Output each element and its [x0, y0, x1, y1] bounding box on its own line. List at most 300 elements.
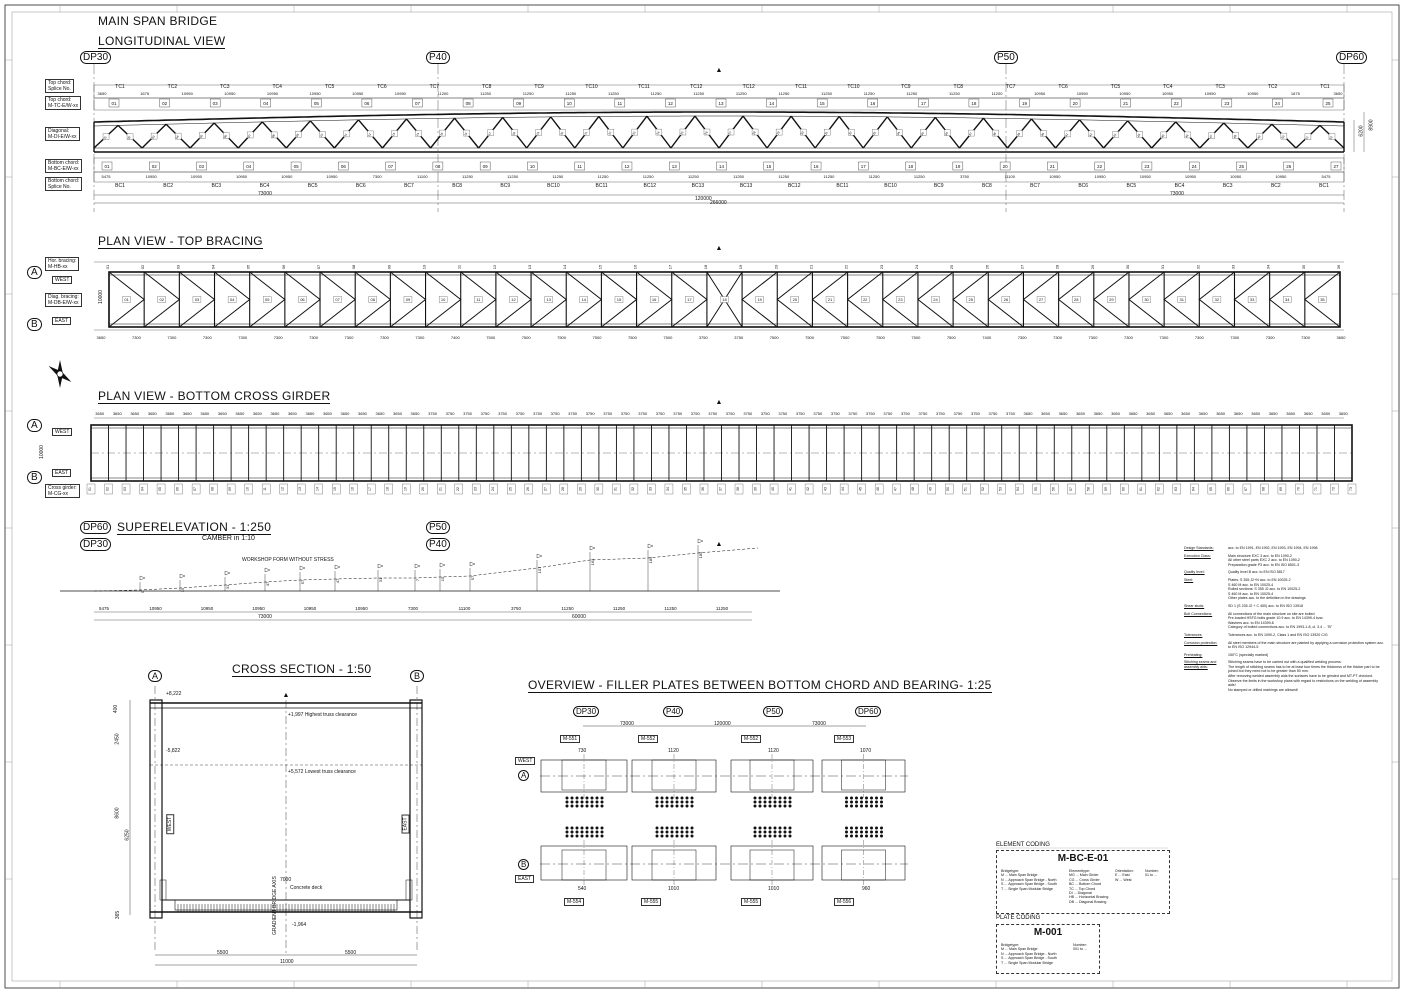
bolt-hole [875, 797, 877, 799]
half-width-right: 5500 [345, 950, 357, 956]
cross-girder-dimension: 3750 [1006, 411, 1015, 416]
note-value: All connections of the main structure on site are bolted Pre-loaded HSFG bolts grade 10.9 acc. to EN 14399-4 bzw. Washers acc. to EN 14399-6 Category of bolted connections acc. to EN 1993-1-8, cl. 3.4 ... "B" [1228, 611, 1333, 630]
top-chord-element-number: 22 [1173, 101, 1179, 106]
bolt-hole [875, 831, 877, 833]
cross-girder-number: 01 [88, 487, 92, 491]
cross-girder-number: 30 [595, 487, 600, 491]
bottom-chord-section-label: BC6 [1078, 183, 1089, 189]
hor-bracing-number: 10 [421, 264, 427, 270]
diagonal-number: 06 [222, 134, 228, 139]
bolt-hole [581, 797, 583, 799]
cross-girder-number: 32 [630, 487, 635, 491]
flag-icon [378, 564, 383, 568]
hor-bracing-number: 34 [1265, 264, 1271, 270]
bolt-hole [870, 835, 872, 837]
bolt-hole [845, 801, 847, 803]
note-row [1184, 641, 1384, 650]
label-west-bottom: WEST [52, 428, 72, 436]
bottom-chord-element-number: 25 [1238, 164, 1244, 169]
bottom-chord-section-label: BC5 [1126, 183, 1137, 189]
bolt-hole [596, 835, 598, 837]
bottom-chord-section-label: BC9 [500, 183, 511, 189]
bolt-hole [686, 797, 688, 799]
hor-bracing-number: 02 [140, 264, 146, 270]
bolt-hole [586, 805, 588, 807]
bolt-hole [759, 801, 761, 803]
top-chord-dimension: 10950 [1204, 91, 1216, 96]
cross-girder-dimension: 3750 [988, 411, 998, 416]
label-cross-girder: Cross girder: M-CG-xx [45, 484, 80, 498]
camber-value: 15 [440, 576, 445, 582]
hor-bracing-number: 03 [175, 264, 181, 270]
camber-value: 185 [698, 551, 703, 559]
cross-girder-dimension: 3650 [1076, 411, 1085, 416]
bottom-chord-element-number: 11 [577, 164, 583, 169]
top-chord-dimension: 11250 [522, 91, 534, 96]
top-bracing-dimension: 7300 [1088, 335, 1098, 340]
bolt-hole [769, 835, 771, 837]
bottom-chord-dimension: 11100 [417, 174, 428, 179]
hor-bracing-number: 26 [984, 264, 990, 270]
cross-girder-number: 17 [368, 487, 373, 491]
bolt-hole [576, 835, 578, 837]
bolt-hole [601, 805, 603, 807]
bolt-hole [779, 827, 781, 829]
hor-bracing-number: 24 [913, 264, 919, 270]
cross-girder-dimension: 3750 [498, 411, 508, 416]
cross-girder-dimension: 3750 [848, 411, 858, 416]
bolt-hole [686, 831, 688, 833]
cross-girder-number: 20 [420, 487, 425, 491]
top-chord-element-number: 20 [1072, 101, 1078, 106]
filler-tag-m555a: M-555 [641, 898, 661, 906]
top-chord-dimension: 10950 [1119, 91, 1131, 96]
bolt-hole [686, 827, 688, 829]
cross-girder-number: 37 [718, 487, 723, 491]
superelev-span-1: 73000 [258, 614, 272, 620]
cross-girder-number: 34 [665, 487, 670, 491]
diagonal-number: 44 [1136, 132, 1142, 138]
top-chord-section-label: TC7 [429, 84, 440, 90]
cross-girder-number: 08 [210, 487, 215, 491]
bolt-hole [865, 805, 867, 807]
superelevation-dimension: 10950 [355, 606, 368, 611]
top-chord-section-label: TC2 [1267, 84, 1278, 90]
diagonal-number: 32 [847, 130, 853, 136]
bolt-hole [754, 801, 756, 803]
bolt-hole [870, 805, 872, 807]
bolt-hole [880, 805, 882, 807]
top-chord-section-label: TC8 [953, 84, 963, 90]
cross-girder-dimension: 3750 [515, 411, 525, 416]
top-chord-section-label: TC7 [1005, 84, 1016, 90]
cross-girder-number: 50 [946, 487, 951, 491]
top-chord-section-label: TC12 [742, 84, 755, 90]
bottom-chord-element-number: 01 [104, 164, 110, 169]
bolt-hole [850, 827, 852, 829]
camber-value: 7 [415, 578, 420, 582]
bottom-chord-element-number: 02 [151, 164, 157, 169]
plan-bottom-title: PLAN VIEW - BOTTOM CROSS GIRDER [98, 389, 331, 403]
filler-tag-m553: M-553 [834, 735, 854, 743]
bolt-hole [591, 831, 593, 833]
cross-girder-dimension: 3650 [1093, 411, 1103, 416]
bolt-hole [860, 797, 862, 799]
label-hor-bracing: Hor. bracing: M-HB-xx [45, 257, 79, 271]
filler-dim-t4: 1070 [860, 748, 872, 754]
bolt-hole [784, 805, 786, 807]
filler-tag-m554: M-554 [564, 898, 584, 906]
bolt-hole [571, 797, 573, 799]
top-chord-section-label: TC11 [795, 84, 808, 90]
cross-girder-number: 46 [876, 487, 881, 491]
cross-girder-number: 03 [123, 487, 128, 491]
cross-girder-dimension: 3650 [410, 411, 420, 416]
bolt-hole [774, 797, 776, 799]
bolt-hole [875, 801, 877, 803]
hor-bracing-number: 06 [280, 264, 286, 270]
top-chord-element-number: 06 [364, 101, 370, 106]
bottom-chord-dimension: 11250 [733, 174, 745, 179]
cross-girder-dimension: 3750 [760, 411, 770, 416]
north-arrow-icon [47, 360, 73, 388]
bolt-hole [691, 831, 693, 833]
bolt-hole [774, 831, 776, 833]
north-marker-icon: ▲ [715, 245, 723, 252]
bottom-chord-element-number: 13 [671, 164, 677, 169]
bottom-chord-section-label: BC5 [307, 183, 318, 189]
cross-dim-1: 400 [113, 704, 120, 714]
cross-girder-dimension: 3650 [393, 411, 402, 416]
diagonal-number: 16 [463, 131, 469, 137]
note-key: Stitching seams and assembly aids: [1184, 660, 1217, 669]
top-bracing-dimension: 7500 [486, 335, 496, 340]
bolt-hole [576, 831, 578, 833]
cross-girder-dimension: 3650 [1268, 411, 1278, 416]
superelevation-dimension: 3750 [510, 606, 522, 611]
label-east-top: EAST [52, 317, 71, 325]
bolt-hole [754, 835, 756, 837]
bottom-chord-dimension: 10950 [1184, 174, 1197, 179]
cross-girder-number: 66 [1226, 487, 1231, 491]
plate-code: M-001 [1033, 927, 1063, 938]
cross-girder-number: 33 [648, 487, 653, 491]
plate-coding-heading: PLATE CODING [996, 915, 1041, 921]
bolt-hole [845, 827, 847, 829]
superelevation-dimension: 10950 [252, 606, 265, 611]
bolt-hole [764, 827, 766, 829]
hor-bracing-number: 13 [527, 264, 533, 270]
cross-girder-dimension: 3750 [463, 411, 473, 416]
top-chord-dimension: 10950 [181, 91, 193, 96]
cross-girder-dimension: 3750 [533, 411, 543, 416]
cross-girder-number: 67 [1243, 487, 1248, 491]
bottom-chord-section-label: BC13 [739, 183, 753, 189]
dim-depth-2: 8900 [1368, 119, 1375, 131]
cross-girder-dimension: 3650 [1251, 411, 1261, 416]
superelev-span-2: 60000 [572, 614, 586, 620]
bolt-hole [566, 827, 568, 829]
bolt-hole [586, 827, 588, 829]
bolt-hole [870, 827, 872, 829]
bolt-hole [779, 801, 781, 803]
diagonal-number: 50 [1280, 134, 1286, 140]
deck-label: Concrete deck [290, 885, 323, 891]
top-chord-section-label: TC6 [377, 84, 387, 90]
longitudinal-view [94, 64, 1364, 212]
longitudinal-view-title: LONGITUDINAL VIEW [98, 34, 226, 48]
camber-value: 47 [265, 581, 270, 587]
superelevation-dimension: 11100 [458, 606, 471, 611]
bolt-hole [880, 827, 882, 829]
bolt-hole [850, 805, 852, 807]
note-key: Design Standards: [1184, 546, 1214, 550]
cross-girder-number: 39 [753, 487, 758, 491]
cross-girder-dimension: 3750 [603, 411, 613, 416]
note-value: Tolerances acc. to EN 1090-2, Class 1 and EN ISO 13920 C/G [1228, 632, 1328, 637]
bottom-chord-dimension: 10950 [1275, 174, 1287, 179]
top-chord-section-label: TC5 [324, 84, 335, 90]
bottom-chord-element-number: 15 [766, 164, 772, 169]
cross-girder-dimension: 3650 [1041, 411, 1050, 416]
cross-axis-b: B [410, 670, 424, 682]
bottom-chord-element-number: 10 [529, 164, 535, 169]
bottom-chord-element-number: 05 [293, 164, 299, 169]
cross-girder-dimension: 3650 [287, 411, 297, 416]
bolt-hole [601, 801, 603, 803]
bolt-hole [880, 835, 882, 837]
cross-girder-dimension: 3750 [795, 411, 805, 416]
superelev-tag-dp60: DP60 [80, 521, 111, 534]
filler-span-1: 73000 [620, 721, 634, 727]
superelevation-dimension: 7300 [407, 606, 419, 611]
label-east-bottom: EAST [52, 469, 71, 477]
hor-bracing-number: 11 [456, 264, 462, 270]
diagonal-number: 35 [919, 131, 926, 137]
cross-girder-number: 52 [981, 487, 986, 491]
bolt-hole [855, 831, 857, 833]
diag-bracing-number: 31 [1179, 297, 1184, 302]
bolt-hole [581, 835, 583, 837]
bottom-chord-element-number: 04 [246, 164, 252, 169]
top-chord-element-number: 10 [566, 101, 572, 106]
note-row [1184, 633, 1384, 638]
bolt-hole [661, 835, 663, 837]
top-bracing-dimension: 7300 [1017, 335, 1027, 340]
top-chord-section-label: TC6 [1058, 84, 1068, 90]
diag-bracing-number: 35 [1320, 297, 1325, 302]
bottom-chord-dimension: 11250 [778, 174, 790, 179]
cross-girder-number: 69 [1278, 487, 1283, 491]
hor-bracing-number: 28 [1054, 264, 1060, 270]
camber-value: 163 [590, 558, 595, 566]
bottom-chord-section-label: BC1 [1319, 183, 1329, 189]
bottom-chord-element-number: 26 [1286, 164, 1292, 169]
superelevation-dimension: 11250 [664, 606, 677, 611]
note-key: Execution Class: [1184, 553, 1211, 558]
diagonal-number: 39 [1016, 132, 1022, 137]
cross-girder-number: 55 [1033, 487, 1038, 491]
bolt-hole [764, 797, 766, 799]
hor-bracing-number: 20 [773, 264, 779, 270]
cross-section-title: CROSS SECTION - 1:50 [232, 662, 372, 676]
filler-tag-m555b: M-555 [741, 898, 761, 906]
top-bracing-dimension: 7500 [840, 335, 850, 340]
cross-girder-dimension: 3650 [270, 411, 280, 416]
cross-girder-dimension: 3750 [550, 411, 560, 416]
label-bottom-splice: Bottom chord: Splice No. [45, 177, 82, 191]
bolt-hole [576, 827, 578, 829]
diag-bracing-number: 25 [968, 297, 973, 302]
bottom-chord-element-number: 12 [624, 164, 630, 169]
bottom-chord-dimension: 3750 [960, 174, 969, 179]
cross-girder-dimension: 3650 [165, 411, 175, 416]
bolt-hole [576, 801, 578, 803]
note-value: Stitching seams have to be carried out with a qualified welding process. The length of stitching seams has to be at least four times the thickness of the thicker part to be joined but they need not to be greater than 50 mm. After removing welded assembly aids the surfaces have to be grinded and MT-PT checked. Observe the limits in the workshop plans with regard to restrictions on the welding of assembly aids! No stamped or drilled markings are allowed! [1228, 660, 1380, 692]
cross-girder-dimension: 3750 [690, 411, 700, 416]
label-diag-bracing: Diag. bracing: M-DB-E/W-xx [45, 293, 82, 307]
bolt-hole [686, 805, 688, 807]
bottom-chord-element-number: 16 [813, 164, 819, 169]
top-chord-section-label: TC1 [115, 84, 125, 90]
diagonal-number: 40 [1040, 132, 1046, 137]
bolt-hole [769, 831, 771, 833]
flag-icon [265, 568, 270, 572]
cross-girder-number: 38 [736, 487, 741, 491]
bolt-hole [576, 797, 578, 799]
top-bracing-dimension: 7500 [663, 335, 673, 340]
bolt-hole [656, 827, 658, 829]
bottom-chord-element-number: 22 [1097, 164, 1103, 169]
diagonal-number: 15 [439, 131, 445, 137]
bolt-hole [865, 827, 867, 829]
hor-bracing-number: 21 [808, 264, 814, 270]
diagonal-number: 21 [583, 130, 589, 136]
diagonal-number: 01 [102, 135, 108, 141]
hor-bracing-number: 14 [562, 264, 568, 270]
label-top-splice: Top chord: Splice No. [45, 79, 74, 93]
bolt-hole [591, 797, 593, 799]
camber-curve [94, 548, 758, 594]
cross-girder-number: 31 [613, 487, 618, 491]
bottom-chord-dimension: 10950 [281, 174, 293, 179]
cross-girder-dimension: 3650 [217, 411, 227, 416]
note-value: Main structure EXC 3 acc. to EN 1090-2 All other steel parts EXC 2 acc. to EN 1090-2 Preparation grade P3 acc. to EN ISO 8501-3 [1228, 553, 1300, 567]
bolt-hole [789, 827, 791, 829]
top-chord-element-number: 08 [465, 101, 471, 106]
label-top-chord: Top chord: M-TC-E/W-xx [45, 96, 81, 110]
top-chord-dimension: 11250 [778, 91, 790, 96]
bolt-hole [656, 835, 658, 837]
diagonal-number: 02 [126, 135, 132, 141]
cross-girder-number: 25 [508, 487, 513, 491]
bolt-hole [769, 827, 771, 829]
camber-value: 31 [378, 577, 383, 583]
bottom-chord-element-number: 09 [482, 164, 488, 169]
bolt-hole [671, 827, 673, 829]
filler-tag-m556: M-556 [834, 898, 854, 906]
axis-tag-b-bottom: B [27, 471, 42, 484]
plate-coding-number: Number: 001 to ... [1073, 943, 1087, 952]
cross-girder-number: 11 [263, 487, 268, 491]
diag-bracing-number: 05 [265, 297, 270, 302]
hor-bracing-number: 18 [702, 264, 708, 270]
top-chord-element-number: 15 [819, 101, 825, 106]
bottom-chord-dimension: 11250 [913, 174, 925, 179]
workshop-form-label: WORKSHOP FORM WITHOUT STRESS [242, 557, 334, 563]
cross-girder-dimension: 3750 [445, 411, 455, 416]
top-bracing-dimension: 7300 [273, 335, 283, 340]
top-chord-element-number: 03 [212, 101, 218, 106]
deck-width: 7000 [280, 877, 292, 883]
bolt-hole [865, 801, 867, 803]
cross-girder-dimension: 3750 [708, 411, 718, 416]
cross-girder-dimension: 3750 [638, 411, 648, 416]
note-value: 150°C (specially marked) [1228, 652, 1269, 657]
note-key: Bolt Connections: [1184, 611, 1213, 616]
bottom-chord-section-label: BC9 [933, 183, 944, 189]
flag-icon [300, 566, 305, 570]
cross-girder-dimension: 3650 [1338, 411, 1348, 416]
bottom-chord-dimension: 10950 [235, 174, 248, 179]
cross-girder-dimension: 3650 [1286, 411, 1296, 416]
hor-bracing-number: 01 [105, 264, 110, 270]
bolt-hole [591, 835, 593, 837]
top-chord-dimension: 1675 [140, 91, 150, 96]
top-bracing-dimension: 7300 [167, 335, 177, 340]
diagonal-number: 34 [895, 130, 901, 136]
cross-girder-dimension: 3650 [305, 411, 315, 416]
top-chord-element-number: 09 [516, 101, 522, 106]
bolt-hole [661, 827, 663, 829]
superelevation-view [60, 539, 780, 620]
diag-bracing-number: 26 [1003, 297, 1009, 302]
pier-tag-dp30: DP30 [80, 51, 111, 64]
bolt-hole [865, 835, 867, 837]
element-coding-elementtype: Elementtype: MG ... Main Girder CG ... Cross Girder BC ... Bottom Chord TC ... Top Chord DI ... Diagonal HB ... Horizontal Bracing DB ... Diagonal Bracing [1069, 869, 1109, 904]
bolt-hole [566, 805, 568, 807]
diag-bracing-number: 29 [1109, 297, 1114, 302]
bottom-chord-element-number: 24 [1191, 164, 1197, 169]
filler-axis-a: A [518, 770, 529, 781]
top-bracing-dimension: 7300 [344, 335, 354, 340]
bolt-hole [671, 797, 673, 799]
diagonal-number: 46 [1184, 133, 1190, 139]
flag-icon [590, 546, 595, 550]
label-west-top: WEST [52, 276, 72, 284]
bolt-hole [691, 827, 693, 829]
diag-bracing-number: 09 [405, 297, 411, 302]
hor-bracing-number: 30 [1124, 264, 1130, 270]
bolt-hole [681, 801, 683, 803]
top-chord-section-label: TC4 [272, 84, 282, 90]
filler-dim-b3: 1010 [768, 886, 780, 892]
gradient-label: GRADIENT BRIDGE AXIS [272, 876, 278, 935]
bolt-hole [855, 805, 857, 807]
diagonal-number: 51 [1304, 135, 1310, 141]
element-coding-orientation: Orientation: E ... East W ... West [1115, 869, 1134, 882]
sheet-title: MAIN SPAN BRIDGE [98, 14, 218, 28]
bolt-hole [586, 801, 588, 803]
bolt-hole [596, 827, 598, 829]
bottom-chord-element-number: 14 [718, 164, 725, 169]
top-chord-dimension: 10950 [1161, 91, 1174, 96]
filler-pier-dp60: DP60 [855, 706, 881, 717]
filler-east-label: EAST [515, 875, 534, 883]
top-chord-element-number: 05 [313, 101, 319, 106]
level-top: +8,222 [166, 691, 182, 697]
filler-dim-b4: 960 [862, 886, 871, 892]
